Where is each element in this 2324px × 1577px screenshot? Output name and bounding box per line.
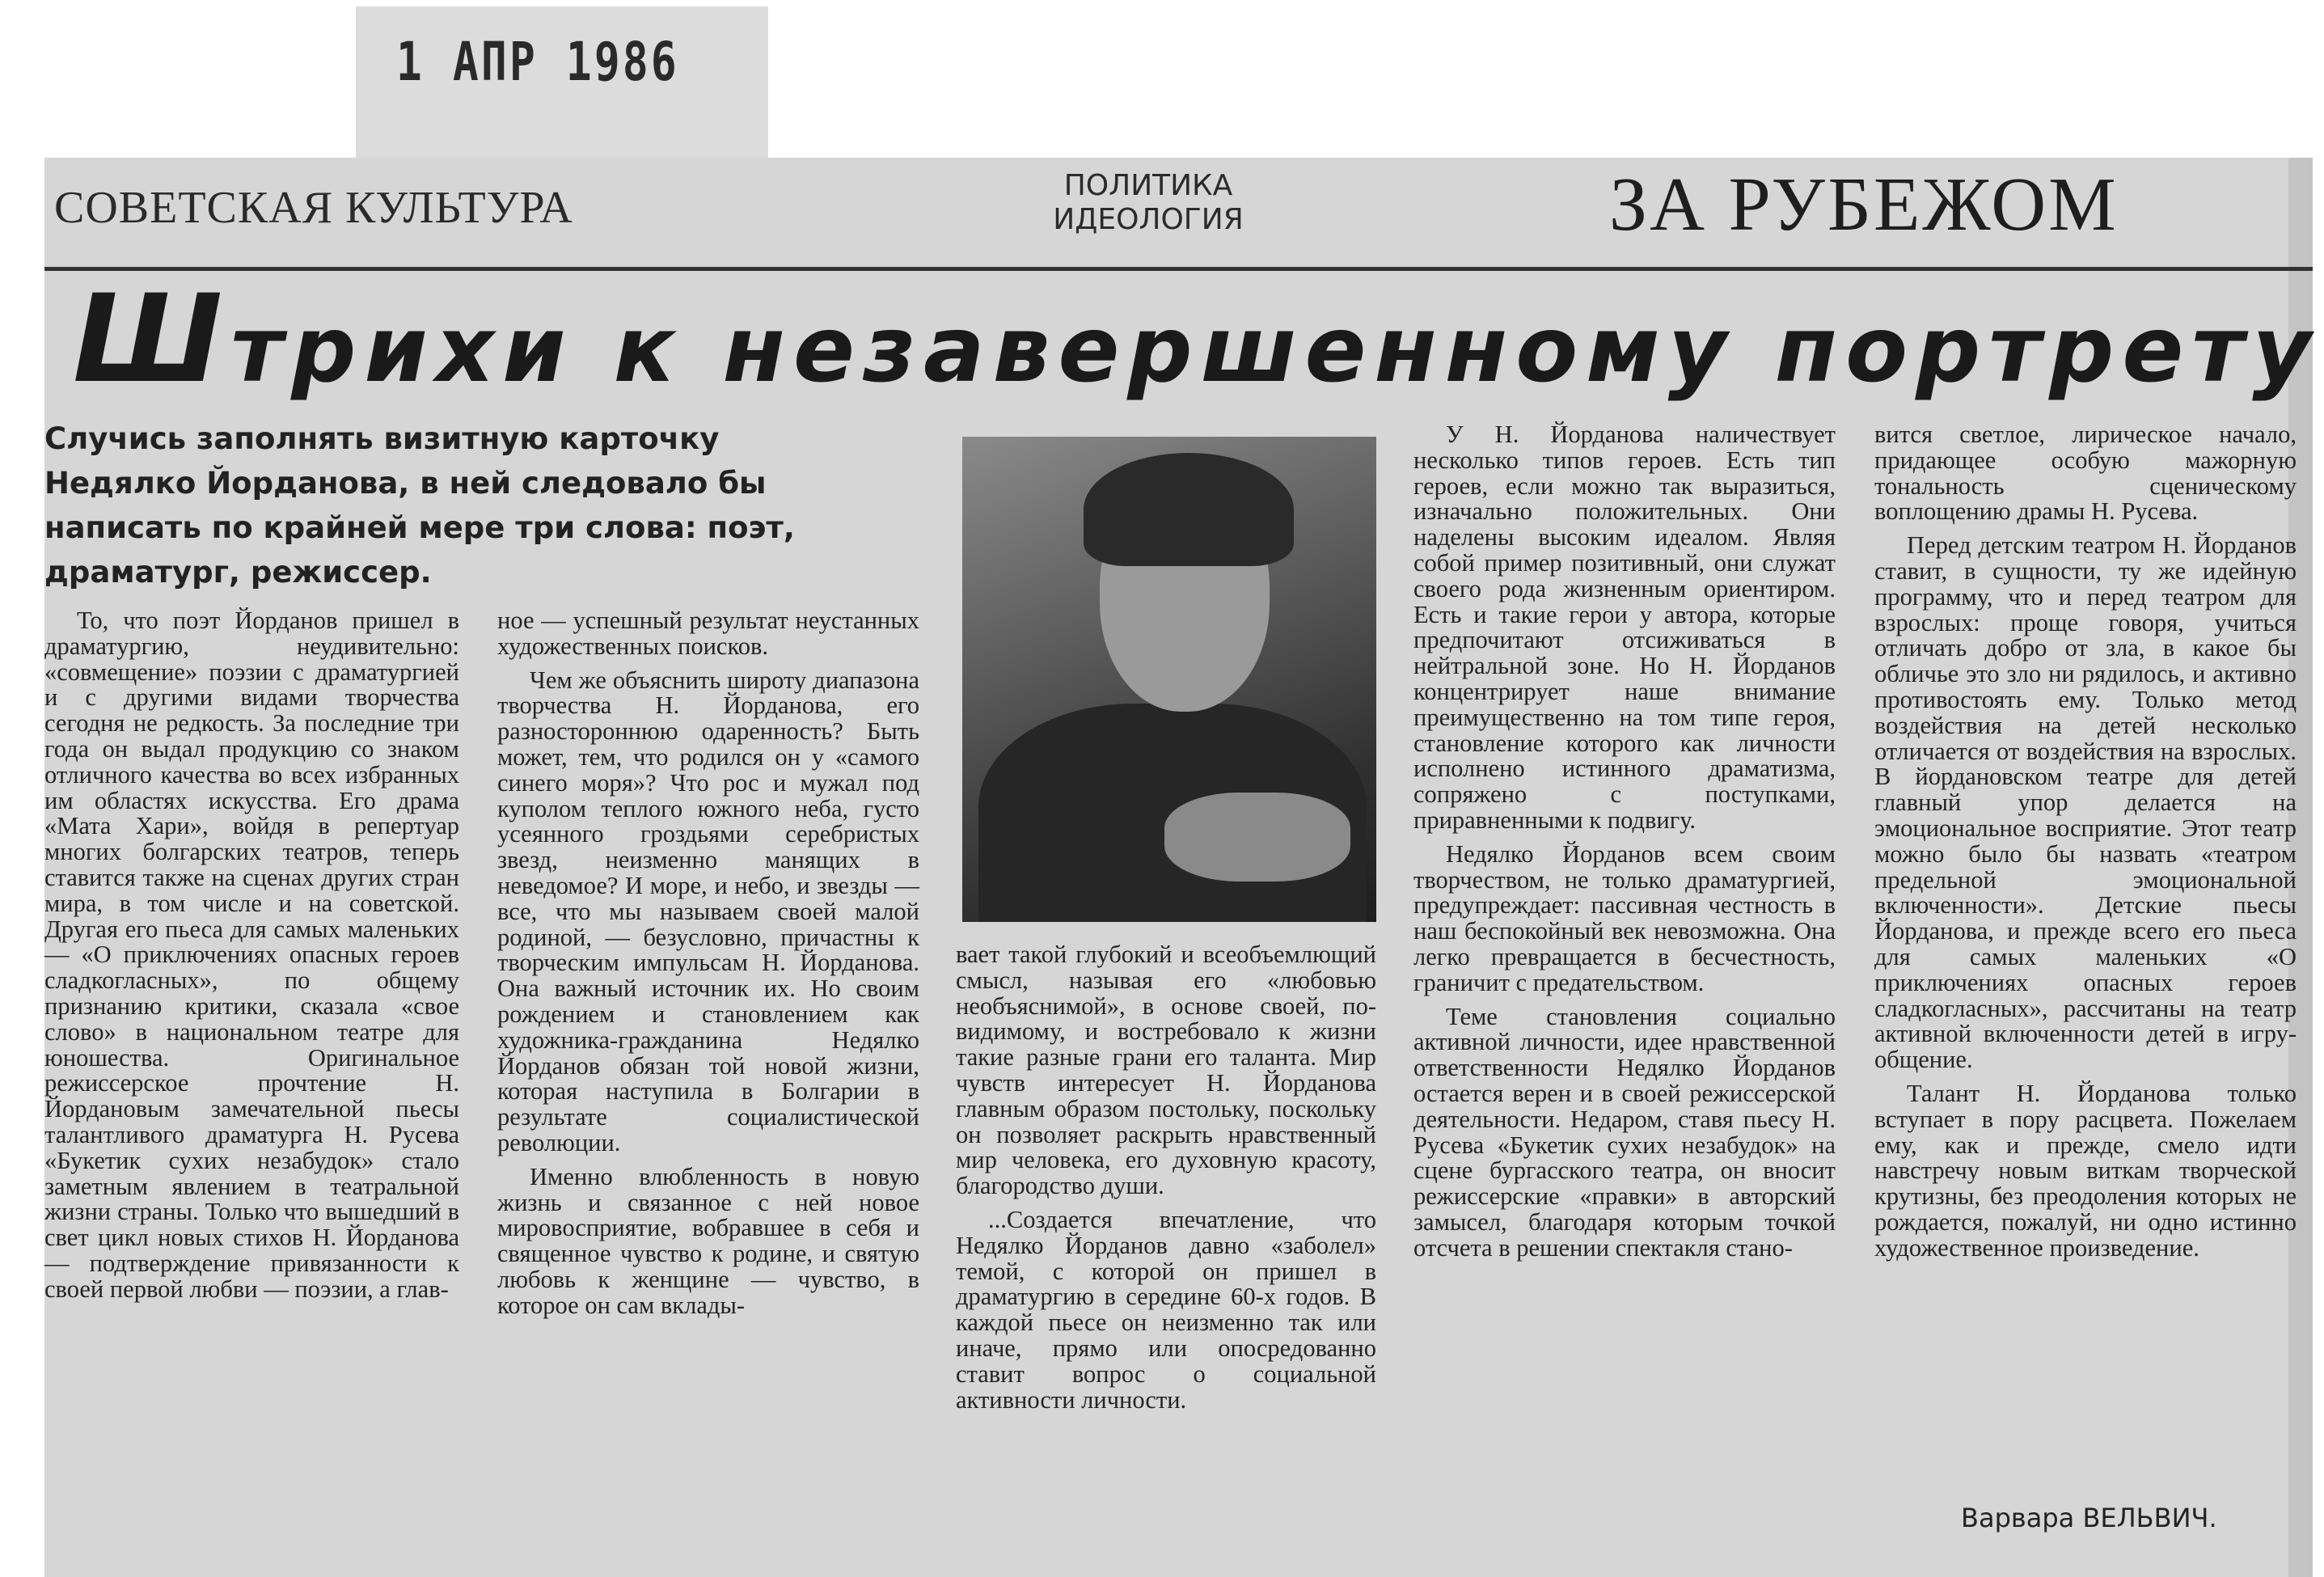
paragraph: вится светлое, лирическое начало, придающее особую мажорную тональность сценическому воплощению драмы Н. Русева. xyxy=(1874,421,2297,526)
paragraph: Перед детским театром Н. Йорданов ставит, в сущности, ту же идейную программу, что и перед театром для взрослых: проще говоря, учиться отличать добро от зла, в какое бы обличье это зло ни рядилось, и активно противостоять ему. Только метод воздействия на детей несколько отличается от воздействия на взрослых. В йордановском театре для детей главный упор делается на эмоциональное восприятие. Этот театр можно было бы назвать «театром предельной эмоциональной включенности». Детские пьесы Йорданова, и прежде всего его пьеса для самых маленьких «О приключениях опасных героев сладкогласных», рассчитаны на театр активной включенности детей в игру-общение. xyxy=(1874,531,2297,1074)
paragraph: ...Создается впечатление, что Недялко Йорданов давно «заболел» темой, с которой он пришел в драматургию в середине 60-х годов. В каждой пьесе он неизменно так или иначе, прямо или опосредованно ставит вопрос о социальной активности личности. xyxy=(956,1205,1376,1414)
rubric-label xyxy=(1027,169,1270,237)
paragraph: Талант Н. Йорданова только вступает в пору расцвета. Пожелаем ему, как и прежде, смело идти навстречу новым виткам творческой крутизны, без преодоления которых не рождается, пожалуй, ни одно истинно художественное произведение. xyxy=(1874,1079,2297,1262)
rubric-line-1: ПОЛИТИКА xyxy=(1063,169,1233,202)
newspaper-header xyxy=(44,158,2313,267)
section-title-za-rubezhom: ЗА РУБЕЖОМ xyxy=(1609,163,2119,247)
article-column-1 xyxy=(44,608,459,1311)
paragraph: ное — успешный результат неустанных художественных поисков. xyxy=(497,607,919,660)
paragraph: Теме становления социально активной личности, идее нравственной ответственности Недялко Йорданов остается верен и в своей режиссерской деятельности. Недаром, ставя пьесу Н. Русева «Букетик сухих незабудок» на сцене бургасского театра, он вносит режиссерские «правки» в авторский замысел, благодаря которым точкой отсчета в решении спектакля стано- xyxy=(1413,1002,1836,1262)
paragraph: Чем же объяснить широту диапазона творчества Н. Йорданова, его разностороннюю одаренность? Быть может, тем, что родился он у «самого синего моря»? Что рос и мужал под куполом теплого южного неба, густо усеянного гроздьями серебристых звезд, неизменно манящих в неведомое? И море, и небо, и звезды — все, что мы называем своей малой родиной, — безусловно, причастны к творческим импульсам Н. Йорданова. Она важный источник их. Но своим рождением и становлением как художника-гражданина Недялко Йорданов обязан той новой жизни, которая наступила в Болгарии в результате социалистической революции. xyxy=(497,666,919,1156)
article-column-4 xyxy=(1413,422,1836,1270)
paragraph: Именно влюбленность в новую жизнь и связанное с ней новое мировосприятие, вобравшее в себя и священное чувство к родине, и святую любовь к женщине — чувство, в которое он сам вклады- xyxy=(497,1162,919,1319)
paragraph: У Н. Йорданова наличествует несколько типов героев. Есть тип героев, если можно так выразиться, изначально положительных. Они наделены высоким идеалом. Являя собой пример позитивный, они служат своего рода жизненным ориентиром. Есть и такие герои у автора, которые предпочитают отсиживаться в нейтральной зоне. Но Н. Йорданов концентрирует наше внимание преимущественно на том типе героя, становление которого как личности исполнено истинного драматизма, сопряжено с поступками, приравненными к подвигу. xyxy=(1413,421,1836,834)
author-portrait-photo xyxy=(962,437,1376,922)
date-stamp: 1 АПР 1986 xyxy=(396,31,679,93)
article-column-3 xyxy=(956,942,1376,1421)
headline-text: трихи к незавершенному портрету xyxy=(230,298,2320,403)
article-headline xyxy=(73,269,2320,410)
masthead-sovetskaya-kultura: СОВЕТСКАЯ КУЛЬТУРА xyxy=(54,183,573,233)
author-signature: Варвара ВЕЛЬВИЧ. xyxy=(1961,1503,2217,1533)
article-column-2 xyxy=(497,608,919,1327)
rubric-line-2: ИДЕОЛОГИЯ xyxy=(1053,203,1244,236)
paragraph: вает такой глубокий и всеобъемлющий смысл, называя его «любовью необъяснимой», в основе своей, по-видимому, и востребовало к жизни такие разные грани его таланта. Мир чувств интересует Н. Йорданова главным образом постольку, поскольку он позволяет раскрыть нравственный мир человека, его духовную красоту, благородство души. xyxy=(956,941,1376,1200)
photo-figure-hands xyxy=(1164,793,1350,882)
paragraph: То, что поэт Йорданов пришел в драматургию, неудивительно: «совмещение» поэзии с драматургией и с другими видами творчества сегодня не редкость. За последние три года он выдал продукцию со знаком отличного качества во всех избранных им областях искусства. Его драма «Мата Хари», войдя в репертуар многих болгарских театров, теперь ставится также на сценах других стран мира, в том числе и на советской. Другая его пьеса для самых маленьких — «О приключениях опасных героев сладкогласных», по общему признанию критики, сказала «свое слово» в национальном театре для юношества. Оригинальное режиссерское прочтение Н. Йордановым замечательной пьесы талантливого драматурга Н. Русева «Букетик сухих незабудок» стало заметным явлением в театральной жизни страны. Только что вышедший в свет цикл новых стихов Н. Йорданова — подтверждение привязанности к своей первой любви — поэзии, а глав- xyxy=(44,607,459,1303)
paragraph: Недялко Йорданов всем своим творчеством, не только драматургией, предупреждает: пассивная честность в наш беспокойный век невозможна. Она легко превращается в бесчестность, граничит с предательством. xyxy=(1413,839,1836,996)
article-lead: Случись заполнять визитную карточку Недялко Йорданова, в ней следовало бы написать по крайней мере три слова: поэт, драматург, режиссер. xyxy=(44,421,795,590)
headline-initial: Ш xyxy=(73,269,231,410)
photo-figure-hair xyxy=(1084,453,1294,566)
article-column-5 xyxy=(1874,422,2297,1270)
header-rule xyxy=(44,267,2313,271)
